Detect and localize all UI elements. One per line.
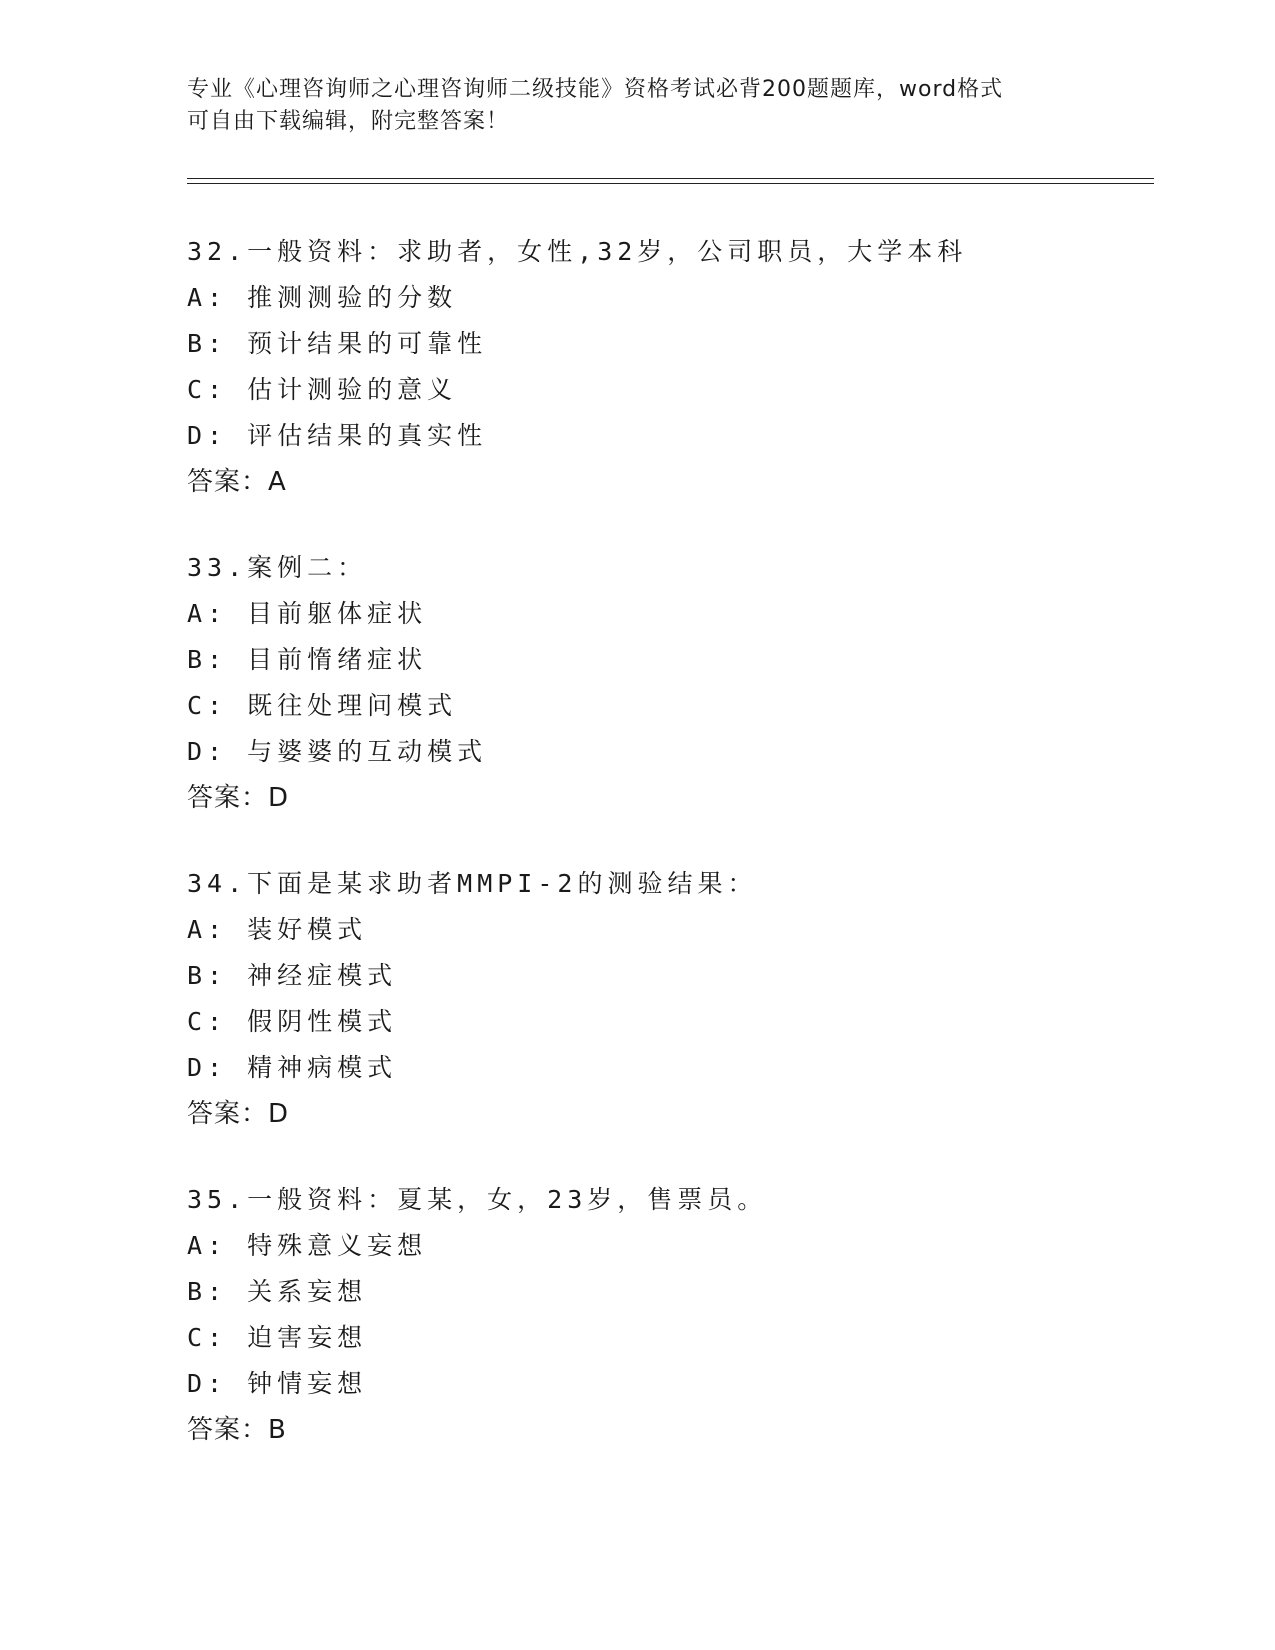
question-stem: 34.下面是某求助者MMPI-2的测验结果：: [187, 869, 758, 898]
answer-line: 答案：A: [187, 467, 287, 497]
option-c: C: 估计测验的意义: [187, 375, 458, 404]
question-32: [187, 229, 1147, 505]
option-b: B: 关系妄想: [187, 1277, 368, 1306]
document-header: [187, 74, 1087, 138]
question-33: [187, 545, 1147, 821]
option-c: C: 既往处理问模式: [187, 691, 458, 720]
header-line-2: 可自由下载编辑，附完整答案！: [187, 109, 510, 134]
answer-line: 答案：D: [187, 783, 290, 813]
option-a: A: 装好模式: [187, 915, 368, 944]
option-d: D: 精神病模式: [187, 1053, 398, 1082]
option-b: B: 预计结果的可靠性: [187, 329, 488, 358]
option-d: D: 评估结果的真实性: [187, 421, 488, 450]
header-divider-bottom: [187, 183, 1154, 184]
option-b: B: 目前惰绪症状: [187, 645, 428, 674]
option-a: A: 目前躯体症状: [187, 599, 428, 628]
option-d: D: 与婆婆的互动模式: [187, 737, 488, 766]
header-divider-top: [187, 178, 1154, 179]
option-c: C: 假阴性模式: [187, 1007, 398, 1036]
question-stem: 35.一般资料：夏某，女，23岁，售票员。: [187, 1185, 768, 1214]
question-34: [187, 861, 1147, 1137]
option-a: A: 特殊意义妄想: [187, 1231, 428, 1260]
option-b: B: 神经症模式: [187, 961, 398, 990]
question-stem: 32.一般资料：求助者，女性,32岁，公司职员，大学本科: [187, 237, 968, 266]
option-d: D: 钟情妄想: [187, 1369, 368, 1398]
answer-line: 答案：D: [187, 1099, 290, 1129]
option-a: A: 推测测验的分数: [187, 283, 458, 312]
header-line-1: 专业《心理咨询师之心理咨询师二级技能》资格考试必背200题题库，word格式: [187, 77, 1004, 102]
question-stem: 33.案例二：: [187, 553, 368, 582]
option-c: C: 迫害妄想: [187, 1323, 368, 1352]
question-35: [187, 1177, 1147, 1453]
answer-line: 答案：B: [187, 1415, 287, 1445]
